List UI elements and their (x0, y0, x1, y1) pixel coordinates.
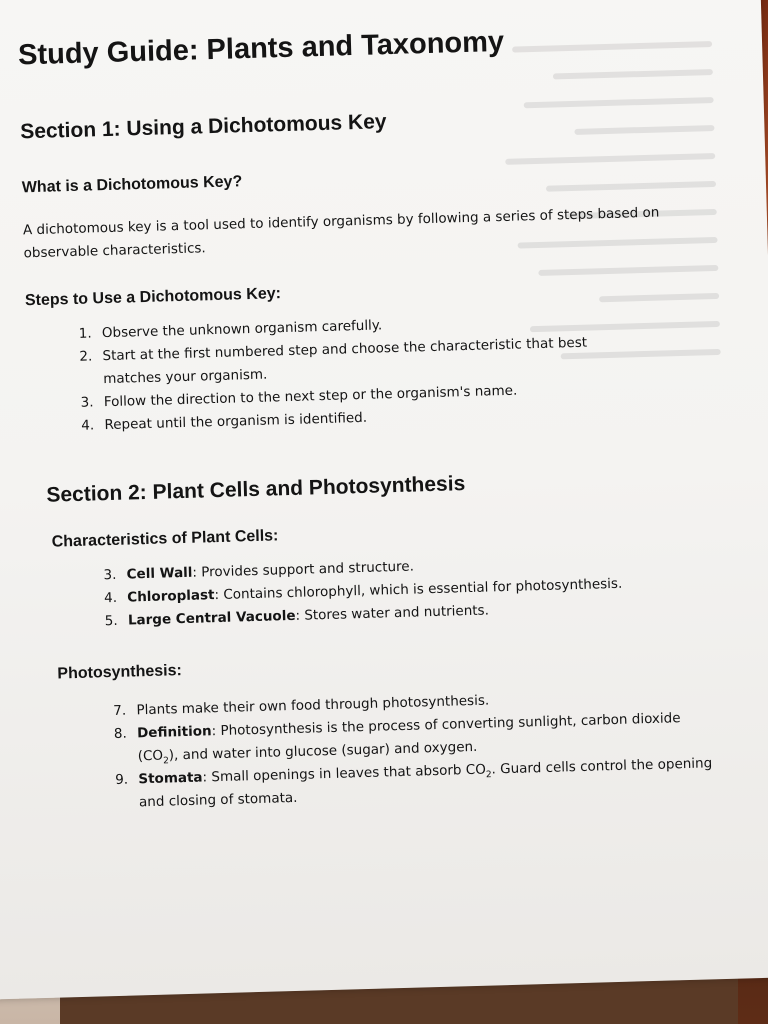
section-2-heading: Section 2: Plant Cells and Photosynthesis (46, 472, 466, 508)
cells-list (32, 546, 734, 635)
photosynthesis-heading: Photosynthesis: (57, 661, 183, 683)
list-item: 8. Definition: Photosynthesis is the process of converting sunlight, carbon dioxide $(CO_2)$, and water into glucose (sugar) and oxygen. (131, 706, 718, 768)
list-item: 3. Cell Wall: Provides support and structure. (120, 546, 732, 586)
term: Large Central Vacuole (127, 607, 296, 629)
term: Definition (136, 723, 212, 742)
cells-heading: Characteristics of Plant Cells: (51, 526, 279, 551)
term: Stomata (138, 769, 203, 788)
study-guide (18, 19, 739, 817)
term: Chloroplast (127, 586, 215, 606)
term: Cell Wall (126, 564, 193, 583)
section-1-heading: Section 1: Using a Dichotomous Key (19, 109, 387, 144)
steps-list (26, 305, 729, 440)
list-item: 5. Large Central Vacuole: Stores water and nutrients. (122, 592, 734, 632)
page-title: Study Guide: Plants and Taxonomy (17, 25, 505, 72)
list-item: 3. Follow the direction to the next step or the organism's name. (98, 374, 728, 415)
list-item: 9. Stomata: Small openings in leaves that absorb $CO_2$. Guard cells control the opening and closing of stomata. (132, 752, 719, 814)
list-item: 4. Repeat until the organism is identified. (98, 397, 728, 438)
list-item: 7. Plants make their own food through photosynthesis. (130, 683, 716, 722)
list-item: 4. Chloroplast: Contains chlorophyll, which is essential for photosynthesis. (121, 569, 733, 609)
list-item: 1. Observe the unknown organism carefully. (96, 305, 726, 346)
what-heading: What is a Dichotomous Key? (21, 173, 243, 197)
steps-heading: Steps to Use a Dichotomous Key: (24, 285, 282, 310)
photosynthesis-list (36, 683, 739, 818)
what-text: A dichotomous key is a tool used to identify organisms by following a series of steps based on observable characteristics. (22, 204, 660, 262)
list-item: 2. Start at the first numbered step and choose the characteristic that best matches your organism. (96, 328, 727, 392)
